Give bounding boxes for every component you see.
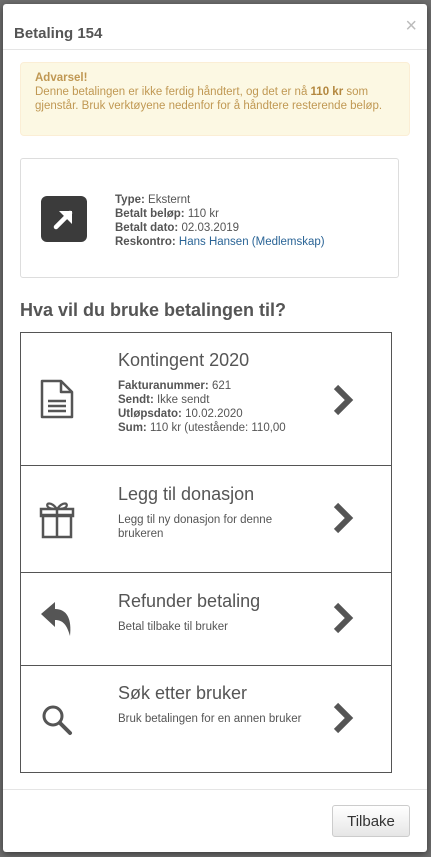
close-icon[interactable]: × [405,15,417,37]
invoice-due-label: Utløpsdato: [118,408,182,420]
option-body [118,590,318,634]
alert-text [35,85,395,113]
document-icon [39,379,75,424]
back-button[interactable]: Tilbake [332,805,410,837]
payment-amount-value: 110 kr [187,208,219,220]
alert-text-after: som gjenstår. Bruk verktøyene nedenfor for å håndtere resterende beløp. [35,86,383,112]
invoice-number-value: 621 [211,380,232,392]
modal-footer [3,789,427,852]
external-link-icon [41,196,87,242]
chevron-right-icon [331,601,355,640]
invoice-number [118,379,318,393]
warning-alert [20,62,410,136]
payment-amount [115,207,325,221]
modal-header [3,4,427,50]
invoice-due-value: 10.02.2020 [185,408,243,420]
invoice-sent-value: Ikke sendt [156,394,210,406]
invoice-sum [118,421,318,435]
option-description: Bruk betalingen for en annen bruker [118,713,302,725]
option-description: Betal tilbake til bruker [118,621,228,633]
invoice-sent [118,393,318,407]
invoice-sum-label: Sum: [118,422,147,434]
modal-title: Betaling 154 [14,25,103,42]
payment-info-box [20,158,399,278]
invoice-details [118,379,318,435]
payment-amount-label: Betalt beløp: [115,208,185,220]
option-membership-fee[interactable] [20,332,392,466]
ledger-link[interactable]: Hans Hansen (Medlemskap) [178,236,325,248]
gift-icon [39,499,75,544]
chevron-right-icon [331,383,355,422]
invoice-sent-label: Sendt: [118,394,154,406]
option-refund-payment[interactable] [20,573,392,666]
invoice-number-label: Fakturanummer: [118,380,209,392]
alert-text-before: Denne betalingen er ikke ferdig håndtert, og det er nå [35,86,311,98]
reply-icon [39,600,75,645]
payment-type [115,193,325,207]
payment-modal [3,4,427,852]
invoice-due [118,407,318,421]
option-add-donation[interactable] [20,466,392,573]
option-body [118,483,318,541]
search-icon [39,702,75,743]
payment-date-label: Betalt dato: [115,222,179,234]
payment-ledger [115,235,325,249]
chevron-right-icon [331,501,355,540]
option-title: Refunder betaling [118,591,261,611]
payment-type-label: Type: [115,194,145,206]
option-title: Legg til donasjon [118,484,255,504]
option-description: Legg til ny donasjon for denne brukeren [118,514,273,540]
payment-type-value: Eksternt [148,194,191,206]
alert-amount: 110 kr [310,86,344,98]
option-title: Kontingent 2020 [118,350,250,370]
chevron-right-icon [331,701,355,740]
question-heading: Hva vil du bruke betalingen til? [20,300,287,320]
option-body [118,682,318,726]
payment-ledger-label: Reskontro: [115,236,176,248]
option-search-user[interactable] [20,666,392,773]
invoice-sum-value: 110 kr (utestående: 110,00 [149,422,286,434]
option-title: Søk etter bruker [118,683,248,703]
alert-title: Advarsel! [35,72,88,84]
payment-date-value: 02.03.2019 [181,222,240,234]
option-body [118,349,318,435]
option-list [20,332,392,773]
payment-details [115,193,325,249]
payment-date [115,221,325,235]
